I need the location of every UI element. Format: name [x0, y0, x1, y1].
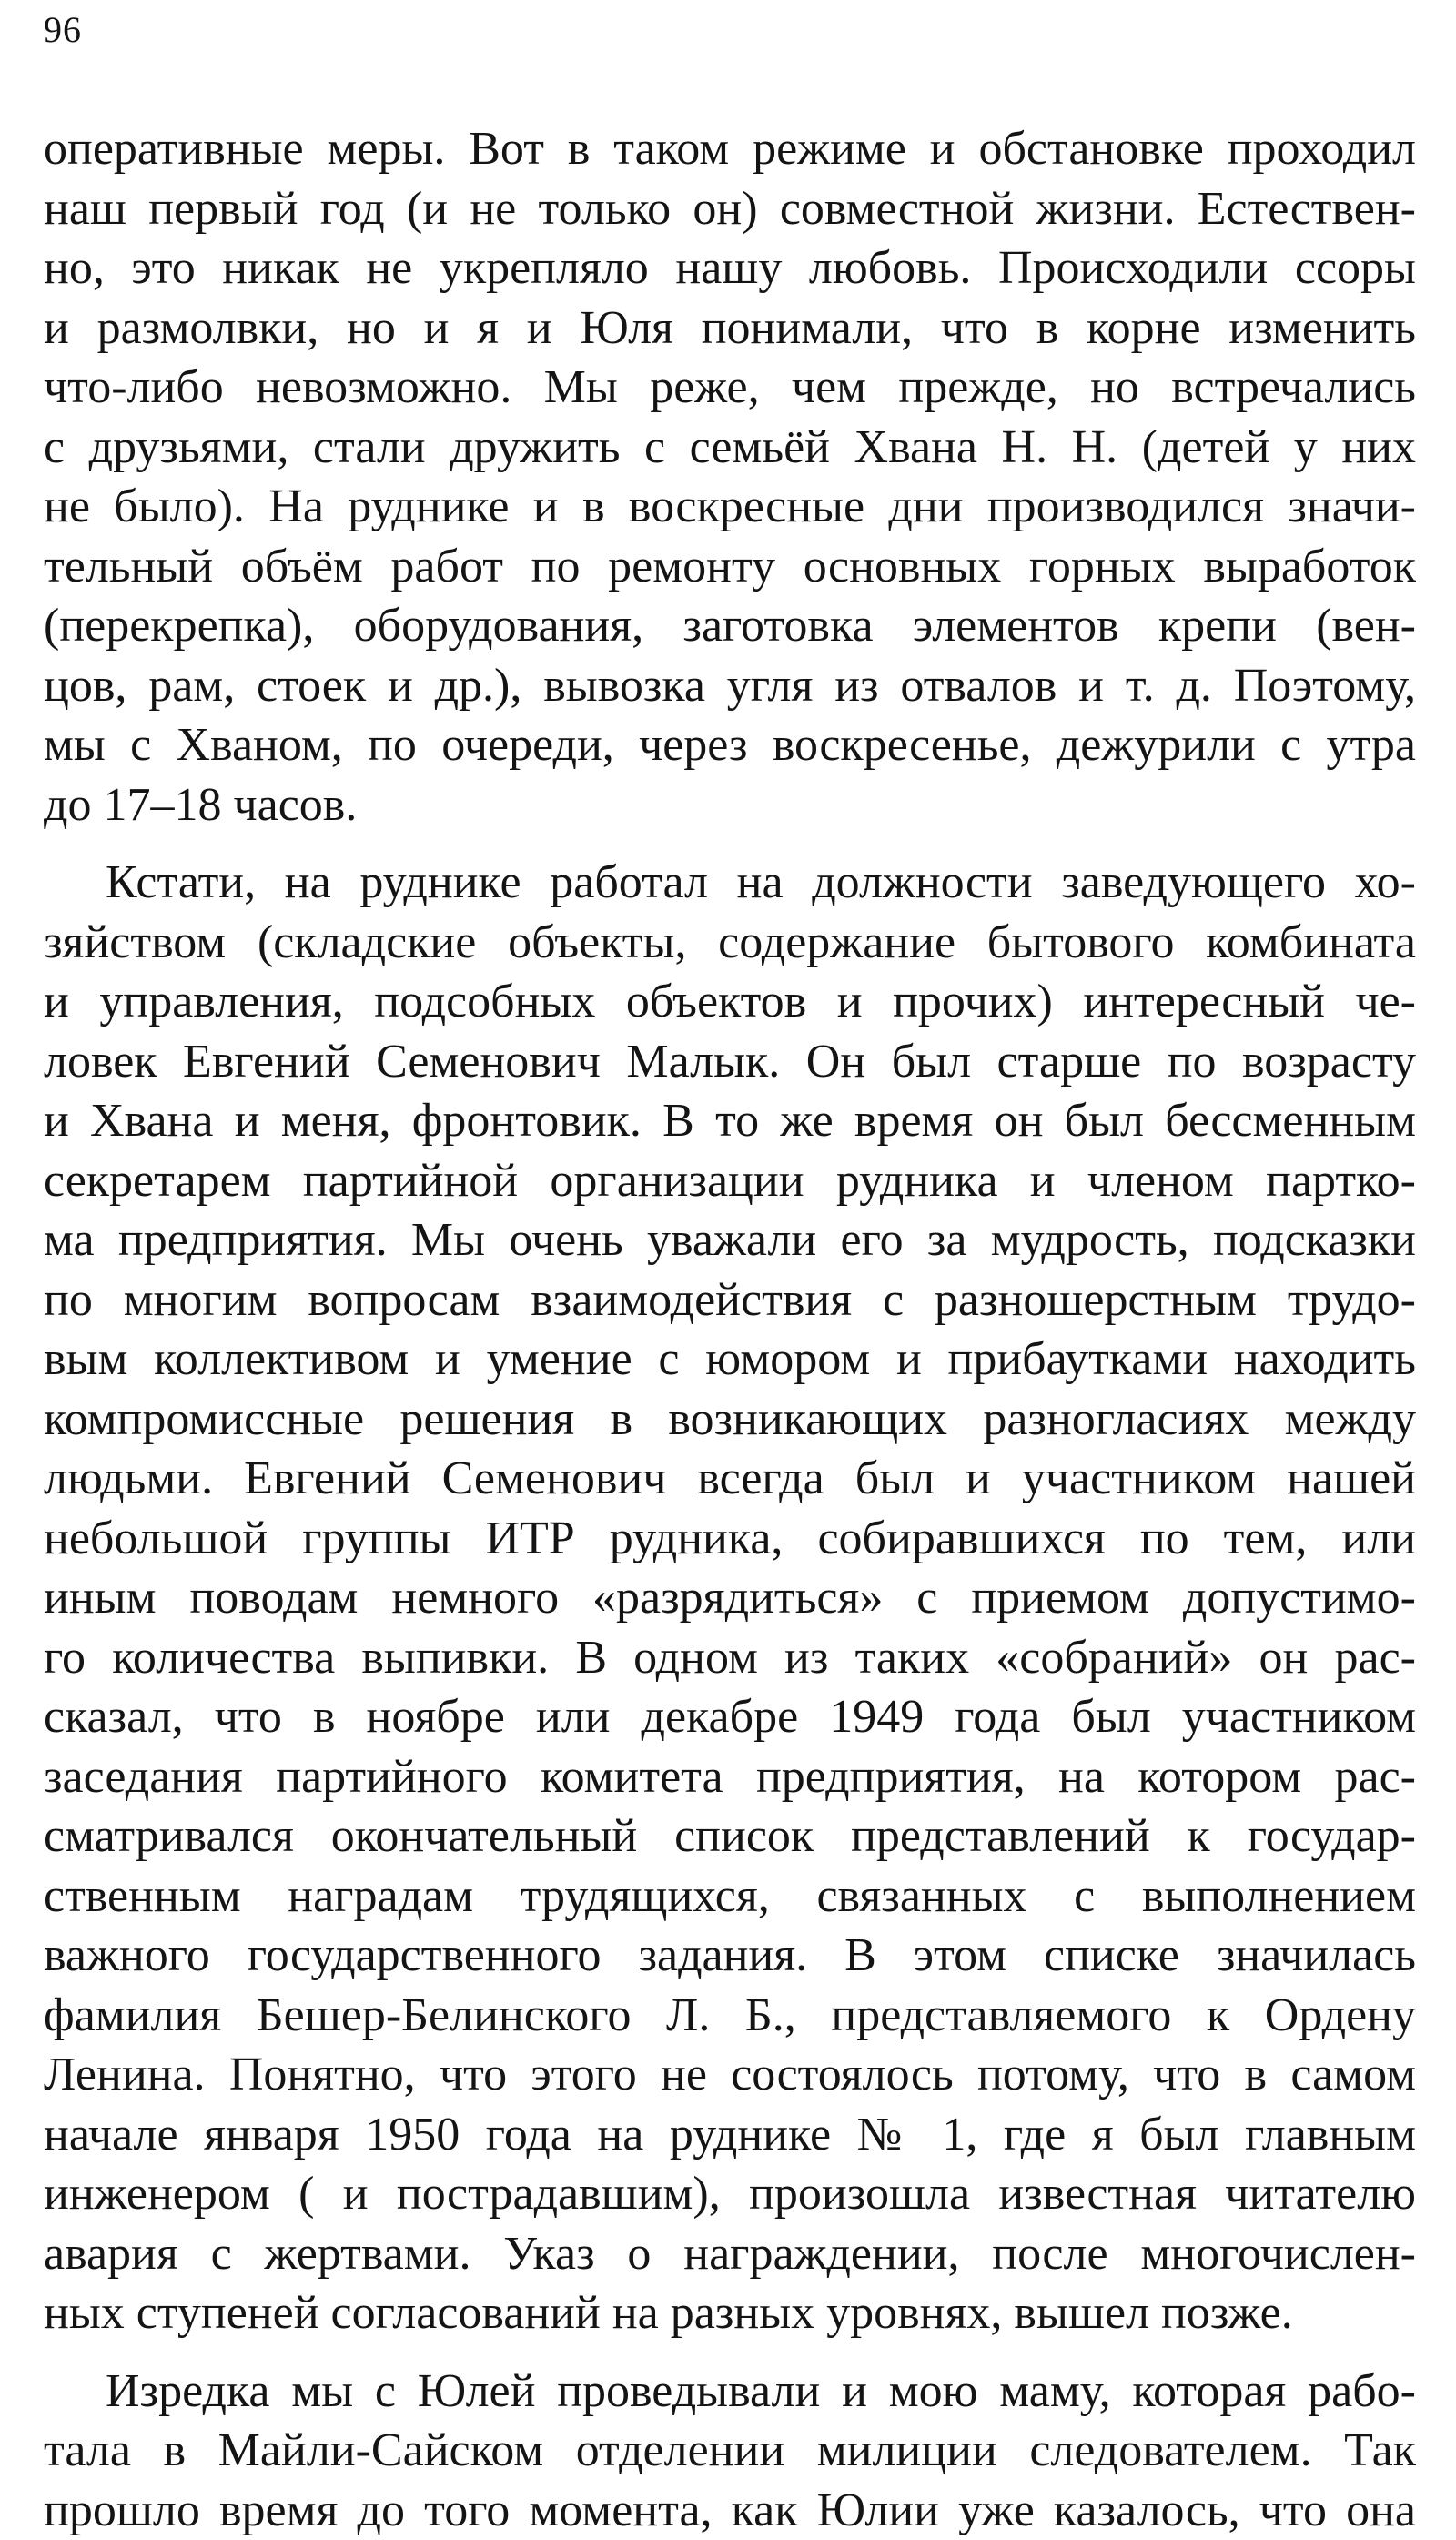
text-line: компромиссные решения в возникающих разногласиях между: [44, 1390, 1416, 1450]
text-line: Ленина. Понятно, что этого не состоялось потому, что в самом: [44, 2045, 1416, 2105]
text-line: секретарем партийной организации рудника и членом партко-: [44, 1151, 1416, 1211]
text-line: важного государственного задания. В этом списке значилась: [44, 1926, 1416, 1986]
text-line: ловек Евгений Семенович Малык. Он был старше по возрасту: [44, 1032, 1416, 1092]
text-line: тала в Майли-Сайском отделении милиции следователем. Так: [44, 2421, 1416, 2481]
text-line: до 17–18 часов.: [44, 775, 1416, 835]
text-line: фамилия Бешер-Белинского Л. Б., представляемого к Ордену: [44, 1986, 1416, 2046]
text-line: мы с Хваном, по очереди, через воскресенье, дежурили с утра: [44, 715, 1416, 775]
text-line: инженером ( и пострадавшим), произошла известная читателю: [44, 2164, 1416, 2224]
text-line: авария с жертвами. Указ о награждении, после многочислен-: [44, 2224, 1416, 2284]
text-line: но, это никак не укрепляло нашу любовь. Происходили ссоры: [44, 238, 1416, 299]
text-line: сматривался окончательный список представлений к государ-: [44, 1806, 1416, 1867]
paragraph: [44, 853, 1416, 2343]
text-line: Кстати, на руднике работал на должности заведующего хо-: [44, 853, 1416, 913]
text-line: людьми. Евгений Семенович всегда был и участником нашей: [44, 1449, 1416, 1509]
text-line: вым коллективом и умение с юмором и прибаутками находить: [44, 1330, 1416, 1390]
text-line: цов, рам, стоек и др.), вывозка угля из отвалов и т. д. Поэтому,: [44, 656, 1416, 716]
text-line: и размолвки, но и я и Юля понимали, что в корне изменить: [44, 299, 1416, 359]
text-line: с друзьями, стали дружить с семьёй Хвана Н. Н. (детей у них: [44, 418, 1416, 478]
paragraph: [44, 2362, 1416, 2540]
page-number: 96: [44, 7, 82, 53]
paragraph: [44, 119, 1416, 835]
text-line: заседания партийного комитета предприятия, на котором рас-: [44, 1747, 1416, 1807]
text-line: зяйством (складские объекты, содержание бытового комбината: [44, 913, 1416, 973]
paragraph-gap: [44, 2343, 1416, 2362]
text-line: го количества выпивки. В одном из таких «собраний» он рас-: [44, 1628, 1416, 1688]
text-line: ма предприятия. Мы очень уважали его за мудрость, подсказки: [44, 1210, 1416, 1270]
text-line: по многим вопросам взаимодействия с разношерстным трудо-: [44, 1270, 1416, 1331]
text-line: ственным наградам трудящихся, связанных с выполнением: [44, 1867, 1416, 1927]
text-line: сказал, что в ноябре или декабре 1949 года был участником: [44, 1687, 1416, 1747]
text-line: что-либо невозможно. Мы реже, чем прежде, но встречались: [44, 358, 1416, 418]
text-line: и управления, подсобных объектов и прочих) интересный че-: [44, 972, 1416, 1032]
text-body: [44, 119, 1416, 2540]
paragraph-gap: [44, 835, 1416, 853]
text-line: начале января 1950 года на руднике № 1, где я был главным: [44, 2105, 1416, 2165]
text-line: Изредка мы с Юлей проведывали и мою маму, которая рабо-: [44, 2362, 1416, 2422]
text-line: ных ступеней согласований на разных уровнях, вышел позже.: [44, 2283, 1416, 2343]
text-line: тельный объём работ по ремонту основных горных выработок: [44, 537, 1416, 597]
text-line: прошло время до того момента, как Юлии уже казалось, что она: [44, 2481, 1416, 2540]
text-line: небольшой группы ИТР рудника, собиравшихся по тем, или: [44, 1509, 1416, 1569]
text-line: иным поводам немного «разрядиться» с приемом допустимо-: [44, 1568, 1416, 1628]
text-line: оперативные меры. Вот в таком режиме и обстановке проходил: [44, 119, 1416, 179]
text-line: и Хвана и меня, фронтовик. В то же время он был бессменным: [44, 1091, 1416, 1151]
text-line: наш первый год (и не только он) совместной жизни. Естествен-: [44, 179, 1416, 239]
text-line: не было). На руднике и в воскресные дни производился значи-: [44, 477, 1416, 537]
text-line: (перекрепка), оборудования, заготовка элементов крепи (вен-: [44, 596, 1416, 656]
